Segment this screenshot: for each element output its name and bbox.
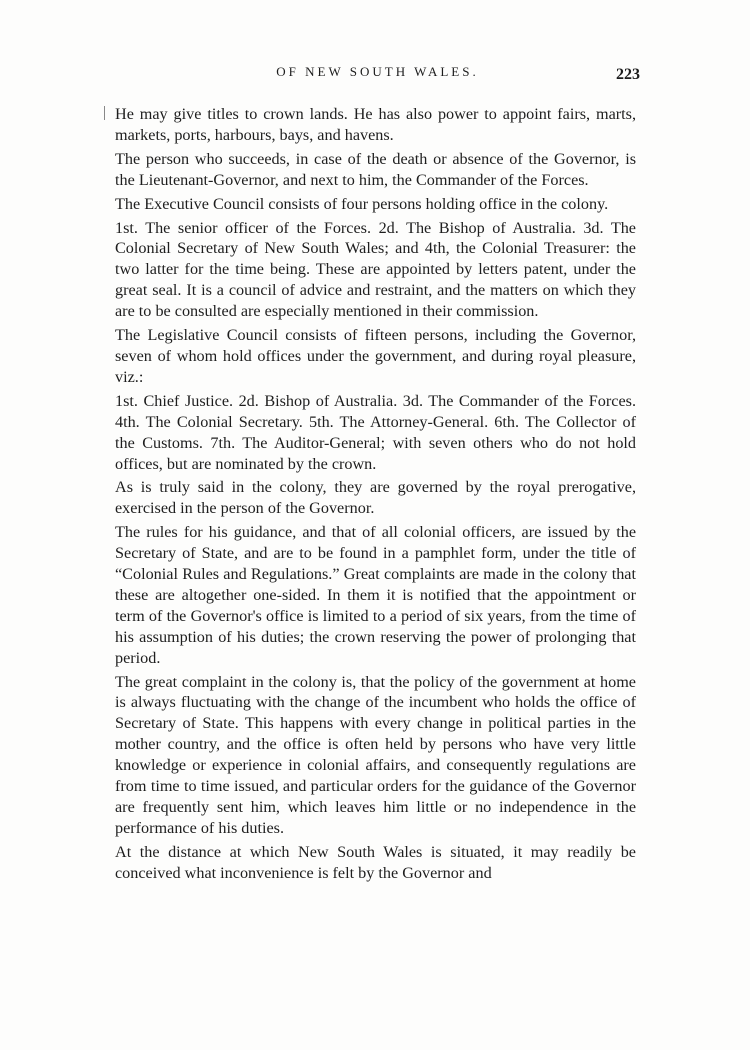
- paragraph-executive-council: The Executive Council consists of four persons holding office in the colony.: [115, 194, 609, 213]
- body-text: [115, 104, 636, 887]
- paragraph-crown-lands: He may give titles to crown lands. He has also power to appoint fairs, marts, markets, ports, harbours, bays, and havens.: [115, 105, 636, 144]
- paragraph-legislative-members: 1st. Chief Justice. 2d. Bishop of Australia. 3d. The Commander of the Forces. 4th. The Colonial Secretary. 5th. The Attorney-General. 6th. The Collector of the Customs. 7th. The Auditor-General; with seven others who do not hold offices, but are nominated by the crown.: [115, 391, 636, 473]
- paragraph-royal-prerogative: As is truly said in the colony, they are governed by the royal prerogative, exercised in the person of the Governor.: [115, 478, 636, 518]
- running-title: OF NEW SOUTH WALES.: [276, 64, 479, 79]
- paragraph-great-complaint: The great complaint in the colony is, that the policy of the government at home is always fluctuating with the change of the incumbent who holds the office of Secretary of State. This happens with every change in political parties in the mother country, and the office is often held by persons who have very little knowledge or experience in colonial affairs, and consequently regulations are from time to time issued, and particular orders for the guidance of the Governor are frequently sent him, which leaves him little or no independence in the performance of his duties.: [115, 672, 636, 837]
- paragraph-legislative-council: The Legislative Council consists of fifteen persons, including the Governor, seven of whom hold offices under the government, and during royal pleasure, viz.:: [115, 326, 636, 386]
- paragraph-colonial-rules: The rules for his guidance, and that of all colonial officers, are issued by the Secretary of State, and are to be found in a pamphlet form, under the title of “Colonial Rules and Regulations.” Great complaints are made in the colony that these are altogether one-sided. In them it is notified that the appointment or term of the Governor's office is limited to a period of six years, from the time of his assumption of his duties; the crown reserving the power of prolonging that period.: [115, 523, 636, 667]
- paragraph-distance: At the distance at which New South Wales is situated, it may readily be conceived what inconvenience is felt by the Governor and: [115, 842, 636, 882]
- page-number: 223: [616, 66, 640, 83]
- running-head: [115, 64, 640, 90]
- paragraph-executive-members: 1st. The senior officer of the Forces. 2d. The Bishop of Australia. 3d. The Colonial Secretary of New South Wales; and 4th, the Colonial Treasurer: the two latter for the time being. These are appointed by letters patent, under the great seal. It is a council of advice and restraint, and the matters on which they are to be consulted are especially mentioned in their commission.: [115, 218, 636, 321]
- paragraph-succession: The person who succeeds, in case of the death or absence of the Governor, is the Lieutenant-Governor, and next to him, the Commander of the Forces.: [115, 149, 636, 189]
- margin-mark: [104, 106, 105, 120]
